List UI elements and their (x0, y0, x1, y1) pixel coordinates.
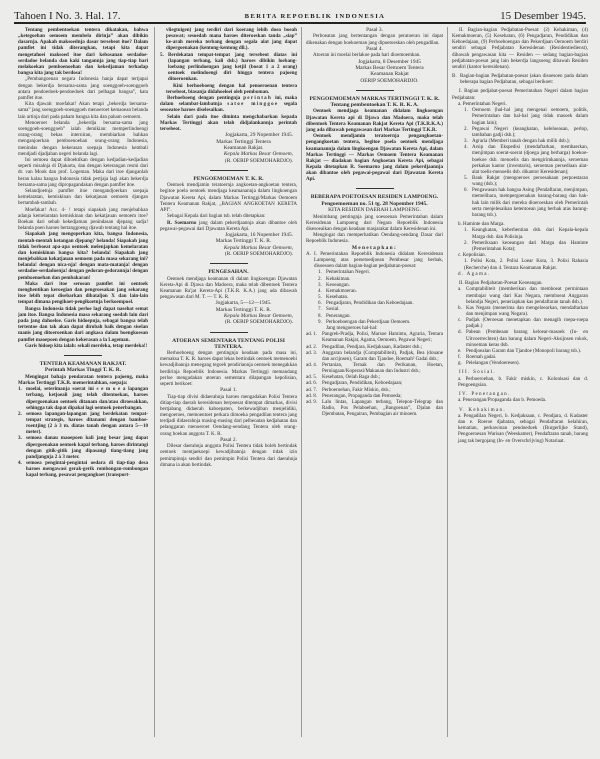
separator (210, 170, 248, 171)
list-item: 2. Pemeriksaan keoeangan dari Marga dan Haminte (Pemerintahan Kota); (464, 239, 588, 252)
list-item: 6. Pengadjaran, Pendidikan dan Keboedajaan. (318, 300, 414, 307)
signature-place-date: Jogjakarta, 8 Desember 1945 (358, 58, 421, 65)
paragraph: I. Bagian pedjabat-poesat Pemerintahan Negeri dalam bagian Pedjabatan: (452, 88, 588, 101)
column-2 (160, 27, 297, 727)
signature-name: (R. OERIP SOEMOHARDJO). (224, 157, 293, 164)
subsection-heading: c. Kepolisian. (458, 252, 486, 259)
column-divider (447, 27, 448, 737)
paragraph: Selandjoetnja pamflet itoe mengandjoerkan soepaja kemelaratan, kemiskinan dan kekatjauan oemoem djangan bertambah-tambah. (18, 188, 148, 207)
paragraph: a. Penerangan/Propaganda dan b. Pemoeda. (458, 397, 547, 404)
paragraph: Oentoek mendjamin teratoernja pengangkoetan-pengangkoetan tentera, begitoe poela oentoek mendjaga keamanannja dalam lingkoengan Djawatan Kereta Api, dalam Markas Tertinggi — Markas Oemoem Tentera Keamanan Rakjat — diadakan bagian Angkoetan Kereta Api, sebagai Kepala ditetapkan R. Soemarno jang dalam pekerdjaannja akan dibantoe oleh pegawai-pegawai dari Djawatan Kereta Api. (306, 133, 443, 183)
paragraph: Bangsa Indonesia tidak perloe lagi dapat nasehat semat jam itoe. Bangsa Indonesia masa sekarang soedah lain dari pada jang dahoeloe. Garis hidoepnja, sebagai bangsa telah tertentoe dan tak akan dapat dirobah baik dengan siselan manis jang ditoeroenkan dari angkasa dalam boengkoesan pamflet maoepoen dengan kekerasan a la Logeman. (18, 305, 148, 343)
list-item: e. Pendjoealan Garam dan Tjandoe (Monopoli barang tsb.). (458, 347, 582, 354)
column-3 (306, 27, 443, 727)
column-4 (452, 27, 588, 727)
paragraph: Tentang pembentoekan tentera dikatakan, bahwa „ketegoehan oemoem membela dirinja” akan dibikin dasarnja. Apakah maksoednja dasar tersebeot itoe? Dalam pamflet ini tidak diterangkan, tetapi kita dapat mengetahoei maksoed itoe dari kebosanan serdadoe-serdadoe belanda dan kaki tangannja jang tiap-tiap hari melakoekan pemboenoehan dan kekedjaman terhadap bangsa kita jang tak berdosa! (18, 27, 148, 77)
list-item: 8. Penerangan. (318, 312, 351, 319)
separator (356, 90, 394, 91)
signature-office: Markas Tertinggi T. K. R. (215, 306, 272, 313)
paragraph: Selain dari pada itoe diminta mengchabarkan kepada Markas Tertinggi akan telah didjalankannja perintah tersebeot. (160, 113, 297, 133)
paragraph: II. Bagian-bagian Pedjabatan-Poesat: (2) Kehakiman, (4) Kemakmoeran, (5) Kesehatan, (6) Pengadjaran, Pendidikan dan Keboedajaan, (9) Perhoeboengan dan Pekerdjaan Oemoem berdiri sendiri sebagai Pedjabatan Keresidenan (Residentiedienst), dibawah pengawasan kita — Residen — sedang bagian-bagian pedjabatan-poesat jang lain bekerdja langsoeng dibawah Residen sendiri (kantor keresidenan). (452, 27, 588, 70)
masthead-rule (14, 22, 586, 24)
list-item: f. Roemah gadai. (458, 354, 497, 361)
paragraph: 1. Polisi Kota, 2. Polisi Loear Kota, 3. Polisi Rahasia (Recherche) dan 4. Tentara Keamanan Rakjat. (464, 258, 588, 271)
list-item: 5. Bank Rakjat (mengoeroes peroesahaan perpoestaran wang (dsb.); (464, 174, 588, 188)
list-item: a. Comptabiliteit (memberikan dan memboeat permintaan membajar wang dari Kas Negara, memboeat Anggaran belandja Negeri, peneriapkan kas pendaftaran tanah dsb.). (458, 286, 588, 305)
list-item: ad. 8. Penerangan, Propaganda dan Pemoeda; (306, 392, 402, 399)
signature-place-date: Jogjakarta, 16 Nopember 1945. (225, 232, 293, 239)
paragraph: Berhoeboeng dengan pentingnja perintah ini, maka dalam selambat-lambatnja satoe minggoe segala sesoeatoe haroes diselesaikan. (160, 95, 297, 114)
paragraph: Kita djawab: moefakat! Akan tetapi „bekerdja bersama-sama” jang soenggoeh-soenggoeh menoeroet kemaoean belanda lain artinja dari pada paham bangsa kita dan paham oemoem. (18, 101, 148, 120)
list-item: ad. 7. Perboeroehan, Fakir Miskin, dsb.; (306, 386, 391, 393)
article-heading: TENTERA KEAMANAN RAKJAT. (39, 361, 127, 367)
section-heading: IV. Penerangan. (459, 391, 511, 398)
list-item: 1. Keangkatan, keberhentian dsb. dari Kepala-kepala Marga dsb. dan Polisinja. (464, 227, 588, 240)
signature-place-date: Jogjakarta, 29 Nopember 1945. (225, 132, 293, 139)
paragraph: Ini semoea dapat diboektikan dengan kedjadian-kedjadian seperti misalnja di Djakarta, dan dengan keterangan resmi dari dr. van Mook dan prof. Logeman. Maka dari itoe djanganlah heran kalau bangsa Indonesia tidak pertjaja lagi akan bekerdja bersama-sama jang dipropagandakan dengan pamflet itoe. (18, 157, 148, 188)
section-heading: Pasal 2. (220, 436, 237, 443)
paragraph: Oentoek mendjamin teratoernja angkoetan-angkoetan tentera, begitoe poela oentoek mendjaga keamanannja dalam lingkoengan Djawatan Kereta Api, dalam Markas Tertinggi/Markas Oemoem Tentera Keamanan Rakjat, „BAGIAN ANGKOETAN KERETA API”. (160, 182, 297, 213)
paragraph: Maka dari itoe seroean pamflet ini oentoek menghentikan keroegian dan pengroesakan jang sekarang itoe lebih tepat disebarkan dibataljon X dan lain-lain tempat dimana pengikoet-pengikoetnja berkoempoel. (18, 280, 148, 306)
list-item: 1. moelai, seterimanja soerat ini s e m o e a lapangan terbang, ketjoeali jang telah ditentoekan, haroes dipergoenakan oentoek ditanam dan/atau diroesakkan, sehingga tak dapat dipakai lagi oentoek penerbangan. (18, 386, 148, 411)
article-subheading: Pengoemoeman no. 51 tg. 28 Nopember 1945. (321, 200, 428, 207)
article-subheading: Tentang pembentoekan T. K. R. K. A. (330, 102, 419, 109)
article-heading: PENGOEMOEMAN MARKAS TERTINGGI T. K. R. (309, 95, 440, 102)
list-item: 7. Sosial. (318, 306, 340, 313)
paragraph: a. Perboeroehan, b. Fakir miskin, c. Kolonisasi dan d. Pengoengsian. (458, 375, 588, 388)
list-item: 5. Berdekatan tempat-tempat jang tersebeot diatas ini (lapangan terbang, kali dsb.) haroes dibikin loebang-loebang perlindoengan jang ketjil (boeat 1 a 2 orang) oentoek melindoengi diri hingga tentera pajoeng ditoeroenkan. (160, 51, 297, 83)
paragraph: Sebagai Kepala dari bagian tsb. telah ditetapkan: (167, 213, 266, 220)
signature-place-date: Jogjakarta, 5—12—1945. (215, 300, 272, 307)
list-item: 6. Pengawasan hak bangsa Asing (Pendaftaran, menjimpan, memelihara, mempergoenakan barang-barang dan hak-hak lain milik dari mereka dioeroeskan oleh Pemerintah serta menjelesaikan ketentoean jang berhak atas barang-barang tsb.). (464, 187, 588, 218)
separator (64, 355, 102, 356)
list-item: ad. 2. Pengadilan, Pendjara, Kedjaksaan, Kadaster dsb.; (306, 343, 423, 350)
list-item: 2. semoea lapangan-lapangan jang berdekatan tempat-tempat strategis, haroes ditanami dengan bamboe-roentjing (2 à 3 m. diatas tanah dengan antara 5—10 meter). (18, 410, 148, 436)
list-item: 3. Keoeangan. (318, 281, 350, 288)
list-item: d. Pabean (Pembeaan barang keloear-masoek (In- en Uitvoerrechten) dan barang dalam Negeri-Aksijnsen rokok, minoeman keras dsb. (458, 329, 588, 348)
section-heading: III. Sosial. (459, 369, 496, 376)
masthead (14, 4, 586, 22)
paragraph: Jang mengoeroes hal-hal: (326, 324, 378, 331)
list-item: B. Bagian-bagian Pedjabatan-poesat (akan disoesoen pada dalam beberapa bagian Pedjabatan, sebagai berikoet: (452, 73, 588, 86)
subsection-heading: b. Haminte dan Marga. (458, 221, 505, 228)
paragraph: Oentoek mendjaga keamanan di dalam lingkoengan Djawatan Kereta-Api di Djawa dan Madoera, maka telah dibentoek Tentera Keamanan Ra'jat Kereta-Api (T.K.R. K.A.) jang ada dibawah pengawasan dari M. T. — T. K. R. (160, 275, 297, 301)
paragraph: Menimbang pentingnja jang soesoenan Pemerintahan dalam Keresidenan Lampoeng dari Negara Repoeblik Indonesia disesoeaikan dengan keadaan masjarakat dalam Keresidenan ini. (306, 213, 443, 232)
separator (356, 188, 394, 189)
article-heading: ATOERAN SEMENTARA TENTANG POLISI TENTERA. (172, 337, 285, 350)
section-heading: II. Bagian Pedjabatan-Poesat Keoeangan. (459, 280, 543, 287)
article-subheading: Perintah Markas Tinggi T. K. R. (44, 367, 122, 374)
paragraph: Garis hidoep kita ialah: sekali merdeka, tetap merdeka!! (25, 342, 148, 349)
signature-office: Markas Besar Oemoem Tentera (355, 64, 424, 71)
list-item: 5. Kesehatan. (318, 294, 349, 301)
paragraph: vliegtuigen) jang terdiri dari koerang lebih doea boeah pesawat; sesoedah mana haroes diteroeskan tanda „siap” ke-arah mereka terbang dengan segala alat jang dapat dipergoenakan (kentong-kentong dll.). (166, 27, 297, 52)
article-heading: PENGOEMOEMAN T. K. R. (193, 175, 264, 182)
paragraph: Mengingat dan memperhatikan Oendang-oendang Dasar dari Repoeblik Indonesia. (306, 232, 443, 245)
subsection-heading: d. Agama. (458, 270, 491, 277)
list-item: 3. Agraria (Memberi tanah dengan hak milik dsb.); (464, 138, 570, 145)
paragraph: Menoeroet belanda „bekerdja bersama-sama jang soenggoeh-soenggoeh” ialah demikian: memperlindoengi orang-orang bekas interniran, membiarkan bahkan menganjoerkan pemboenoehan orang-orang Indonesia, menindas dengan kekerasan soepaja Indonesia kembali mendjadi djadjahan negeri belanda lagi. (18, 119, 148, 157)
list-item: g. Pelelangan (Vendoeresen). (458, 360, 520, 367)
section-heading: V. Kehakiman. (459, 406, 506, 413)
subsection-heading: a. Pemerintahan Negeri. (458, 100, 507, 107)
list-item: ad. 6. Pengadjaran, Pendidikan, Keboedajaan; (306, 380, 403, 387)
column-divider (301, 27, 302, 737)
signature-name: (R. OERIP SOEMOHARDJO). (224, 251, 293, 258)
section-heading: Pasal 4. (366, 45, 383, 52)
list-item: 2. Pegawai Negeri (keangkatan, keleloeasan, perlop, tambahan gadji dsb.); (464, 125, 588, 138)
signature-office: Markas Tertinggi Tentera (216, 138, 271, 145)
signature-name: (R. OERIP SOEMOHARDJO). (224, 319, 293, 326)
signature-office: Keamanan Rakjat (370, 71, 409, 78)
list-item: 4. Arsip dan Ekspedisi (mendaftarkan, membaerkan, menjimpan soerat-soerat (djoega jang berharga) boekoe-boekoe dsb. menoelis dan mengirimkannja, seroeman perkakas kantor (inventaris), seroeman persediaan alat-alat toelis-menoelis dsb. dikantor Keresidenan); (464, 144, 588, 175)
list-item: 4. Kemakmoeran. (318, 287, 357, 294)
signature-office: Markas Tertinggi T. K. R. (215, 238, 272, 245)
paragraph: a. Pengadilan Negeri, b. Kedjaksaan, c. Pendjara, d. Kadaster dan e. Roeroe djabatan, sebagai Pendaftaran kelahiran, kematian, perkawinan pendoedoek (Burgerlijke Stand), Pengoeroesan Warisan (Weeskamer), Pendaftaran tanah, barang jang tak bergojang (In- en Overschrijving) Notariaat. (458, 412, 588, 444)
list-item: 1. Oemoem (hal-hal jang mengenai oemoem, politik, Pemerintahan dan hal-hal jang tidak masoek dalam bagian lain); (464, 107, 588, 126)
list-item: 3. semoea danau maoepoen kali jang besar jang dapat dipergoenakan oentoek kapal terbang, haroes dirintangi dengan gitik-gitik jang dipasangi tiang-tiang jang pandjangnja 2 à 3 meter. (18, 435, 148, 460)
list-item: b. Kas Negara (menerima dan mengeloearkan, mendaftarkan dan menjimpan wang Negara). (458, 304, 588, 317)
signature-name: OERIP SOEMOHARDJO. (360, 77, 419, 84)
list-item: ad. 5. Kesehatan, Oelah Raga dsb.; (306, 374, 381, 381)
paragraph: Dilesar daerahnja anggota Polisi Tentera tidak boleh bertindak oentoek mentjaekoepi kewadjibannja dengan tidak izin pemimpinnja sendiri dan pemimpin Polisi Tentera dari daerahnja dimana ia akan bertindak. (160, 443, 297, 468)
paragraph: „Pembangoenan negara Indonesia hanja dapat tertjapai dengan bekerdja bersama-sama jang soenggoeh-soenggoeh antara pendoedoek-pendoedoek dari pelbagai bangsa”, kata pamflet itoe. (18, 76, 148, 101)
column-1 (18, 27, 148, 727)
paragraph: Perboeatan jang bertentangan dengan peratoeran ini dapat dikenakan dengan hoekoeman jang dipoetoeskan oleh pengadilan. (306, 33, 443, 46)
signature-title: Kepala Markas Besar Oemoem, (223, 151, 293, 158)
separator (210, 332, 248, 333)
paragraph: Tiap-tiap divisi didaerahnja haroes mengadakan Polisi Tentera ditiap-tiap daerah keresidenan berpoesat ditempat dimarkas, divisi bertjabang didaerah kaboepaten, berkewadjiban menjelidiki, mengoeroes, memoentoet perkara dimoeka pengadilan tentera jang terdjadi didaerahnja masing-masing dari pelbeoatan kedjahatan dan pelanggaran menoeroet Oendang-oendang Tentera oleh orang-orang boekan anggota T. K. R. (160, 393, 297, 437)
list-item: 9. Perhoeboengan dan Pekerdjaan Oemoem. (318, 318, 411, 325)
paragraph: Atoeran ini moelai berlakoe pada hari dioemoemkan. (313, 52, 421, 59)
signature-office: Keamanan Rakjat. (223, 145, 264, 152)
separator (210, 263, 248, 264)
list-item: c. Padjak (Oeroesan menetapkan dan menagih roepa-roepa padjak.) (458, 317, 588, 330)
paragraph: R. Soemarno jang dalam pekerdjaannja akan dibantoe oleh pegawai-pegawai dari Djawatan Kereta Api. (160, 219, 297, 232)
issue-date: 15 Desember 1945. (500, 10, 586, 22)
list-item: 2. Kehakiman. (318, 275, 351, 282)
section-heading: Pasal 3. (366, 27, 383, 33)
list-item: A. I. Pemerintahan Repoeblik Indonesia didalam Keresidenan Lampoeng atas persetoedjoean Pembesar jang berhak, disoesoen dalam bagian-bagian pedjabatan-poesat: (306, 251, 443, 270)
issue-info: Tahoen I No. 3. Hal. 17. (14, 10, 121, 22)
paragraph: Mengingat bahaja pendaratan tentera pajoeng, maka Markas Tertinggi T.K.R. memerintahkan, soepaja: (18, 373, 148, 386)
list-item: ad. 3. Anggaran belandja (Comptabiliteit), Padjak, Bea (douane dan accijnsen), Garam dan Tjandoe, Roemah² Gadai dsb.; (306, 349, 443, 362)
newspaper-title: BERITA REPOEBLIK INDONESIA (244, 13, 386, 20)
article-heading: PENGESAHAN. (208, 269, 249, 276)
section-heading: Pasal 1. (220, 387, 237, 394)
list-item: ad. 9. Lalu lintas, Lapangan terbang, Telepon-Telegrap dan Radio, Pos Pelaboehan, „Bangoenan”, Djalan dan Djembatan, Pengairan, Pembagian air minoem. (306, 398, 443, 418)
paragraph: Berhoeboeng dengan gentingnja keadaan pada masa ini, memaksa T. K. R. haroes dapat lekas bertindak oentoek memenoehi kewadjibannja menegang tegoeh pendiriannja oentoek menegakkan berdirinja Repoeblik Indonesia. Markas Tertinggi memandang perloe mengadakan atoeran sementara dilapangan kepolisian, seperti berikoet: (160, 350, 297, 387)
article-subheading: KITA RESIDEN DAERAH LAMPOENG. (328, 207, 421, 214)
list-item: ad. 1. Pangreh-Pradja, Polisi, Marsoe Hamintu, Agraria, Tentara Keamanan Rakjat, Agama, Oemoem, Pegawai Negeri; (306, 331, 443, 344)
article-heading: BEBERAPA POETOESAN RESIDEN LAMPOENG. (310, 194, 439, 201)
list-item: ad. 4. Pertanian, Ternak dan Perikanan, Hoetan, Perniagaan/Koperasi/Makanan dan Industri dsb.; (306, 362, 443, 375)
paragraph: Siapakah jang mengoperkan kita, bangsa Indonesia, mentah-mentah ketangan djepang? belanda! Siapakah jang tidak berboeat apa-apa oentoek melenjapkan kemelaratan dan kemiskinan bangsa kita? belanda! Siapakah jang menjebabkan kekatjauan oemoem pada masa sekarang ini? belanda! dengan nica-nja! dengan mata-matanja! dengan serdadoe-serdadoenja! dengan gedoran-gedorannja! dengan pemboenoehan dan pembakaran! (18, 231, 148, 281)
column-divider (154, 27, 155, 737)
paragraph: Oentoek mendjaga keamanan didalam lingkoengan Djawatan Kereta api di Djawa dan Madoera, maka telah dibentoek Tentera Keamanan Rakjat Kereta Api (T.K.R.K.A.) jang ada dibawah pengawasan dari Markas Tertinggi T.K.R. (306, 108, 443, 133)
signature-title: Kepala Markas Besar Oemoem, (223, 244, 293, 251)
paragraph: Kini berhoeboeng dengan hal penoeroenan tentera tersebeot, biasanja didahoeloei oleh pemboman. (166, 82, 297, 95)
list-item: 1. Pemerintahan Negeri. (318, 269, 371, 276)
signature-title: Kepala Markas Besar Oemoem, (223, 313, 293, 320)
section-heading: Menetapkan: (351, 244, 398, 251)
list-item: 4. semoea pengintai-pengintai oedara di tiap-tiap desa haroes mengawasi gerak-gerik rombongan-rombongan kapal terbang, pesawat pengangkoet (transport- (18, 460, 148, 479)
paragraph: Moefakat! Acc. 4- ! tetapi siapakah jang menjebabkan adanja kemelaratan kemiskinan dan kekatjauan oemoem itoe? Boekan dari sebab kekedjaman penindasan djepang sadja! belanda poen haroes bertanggoeng djawab tentang hal itoe. (18, 206, 148, 232)
